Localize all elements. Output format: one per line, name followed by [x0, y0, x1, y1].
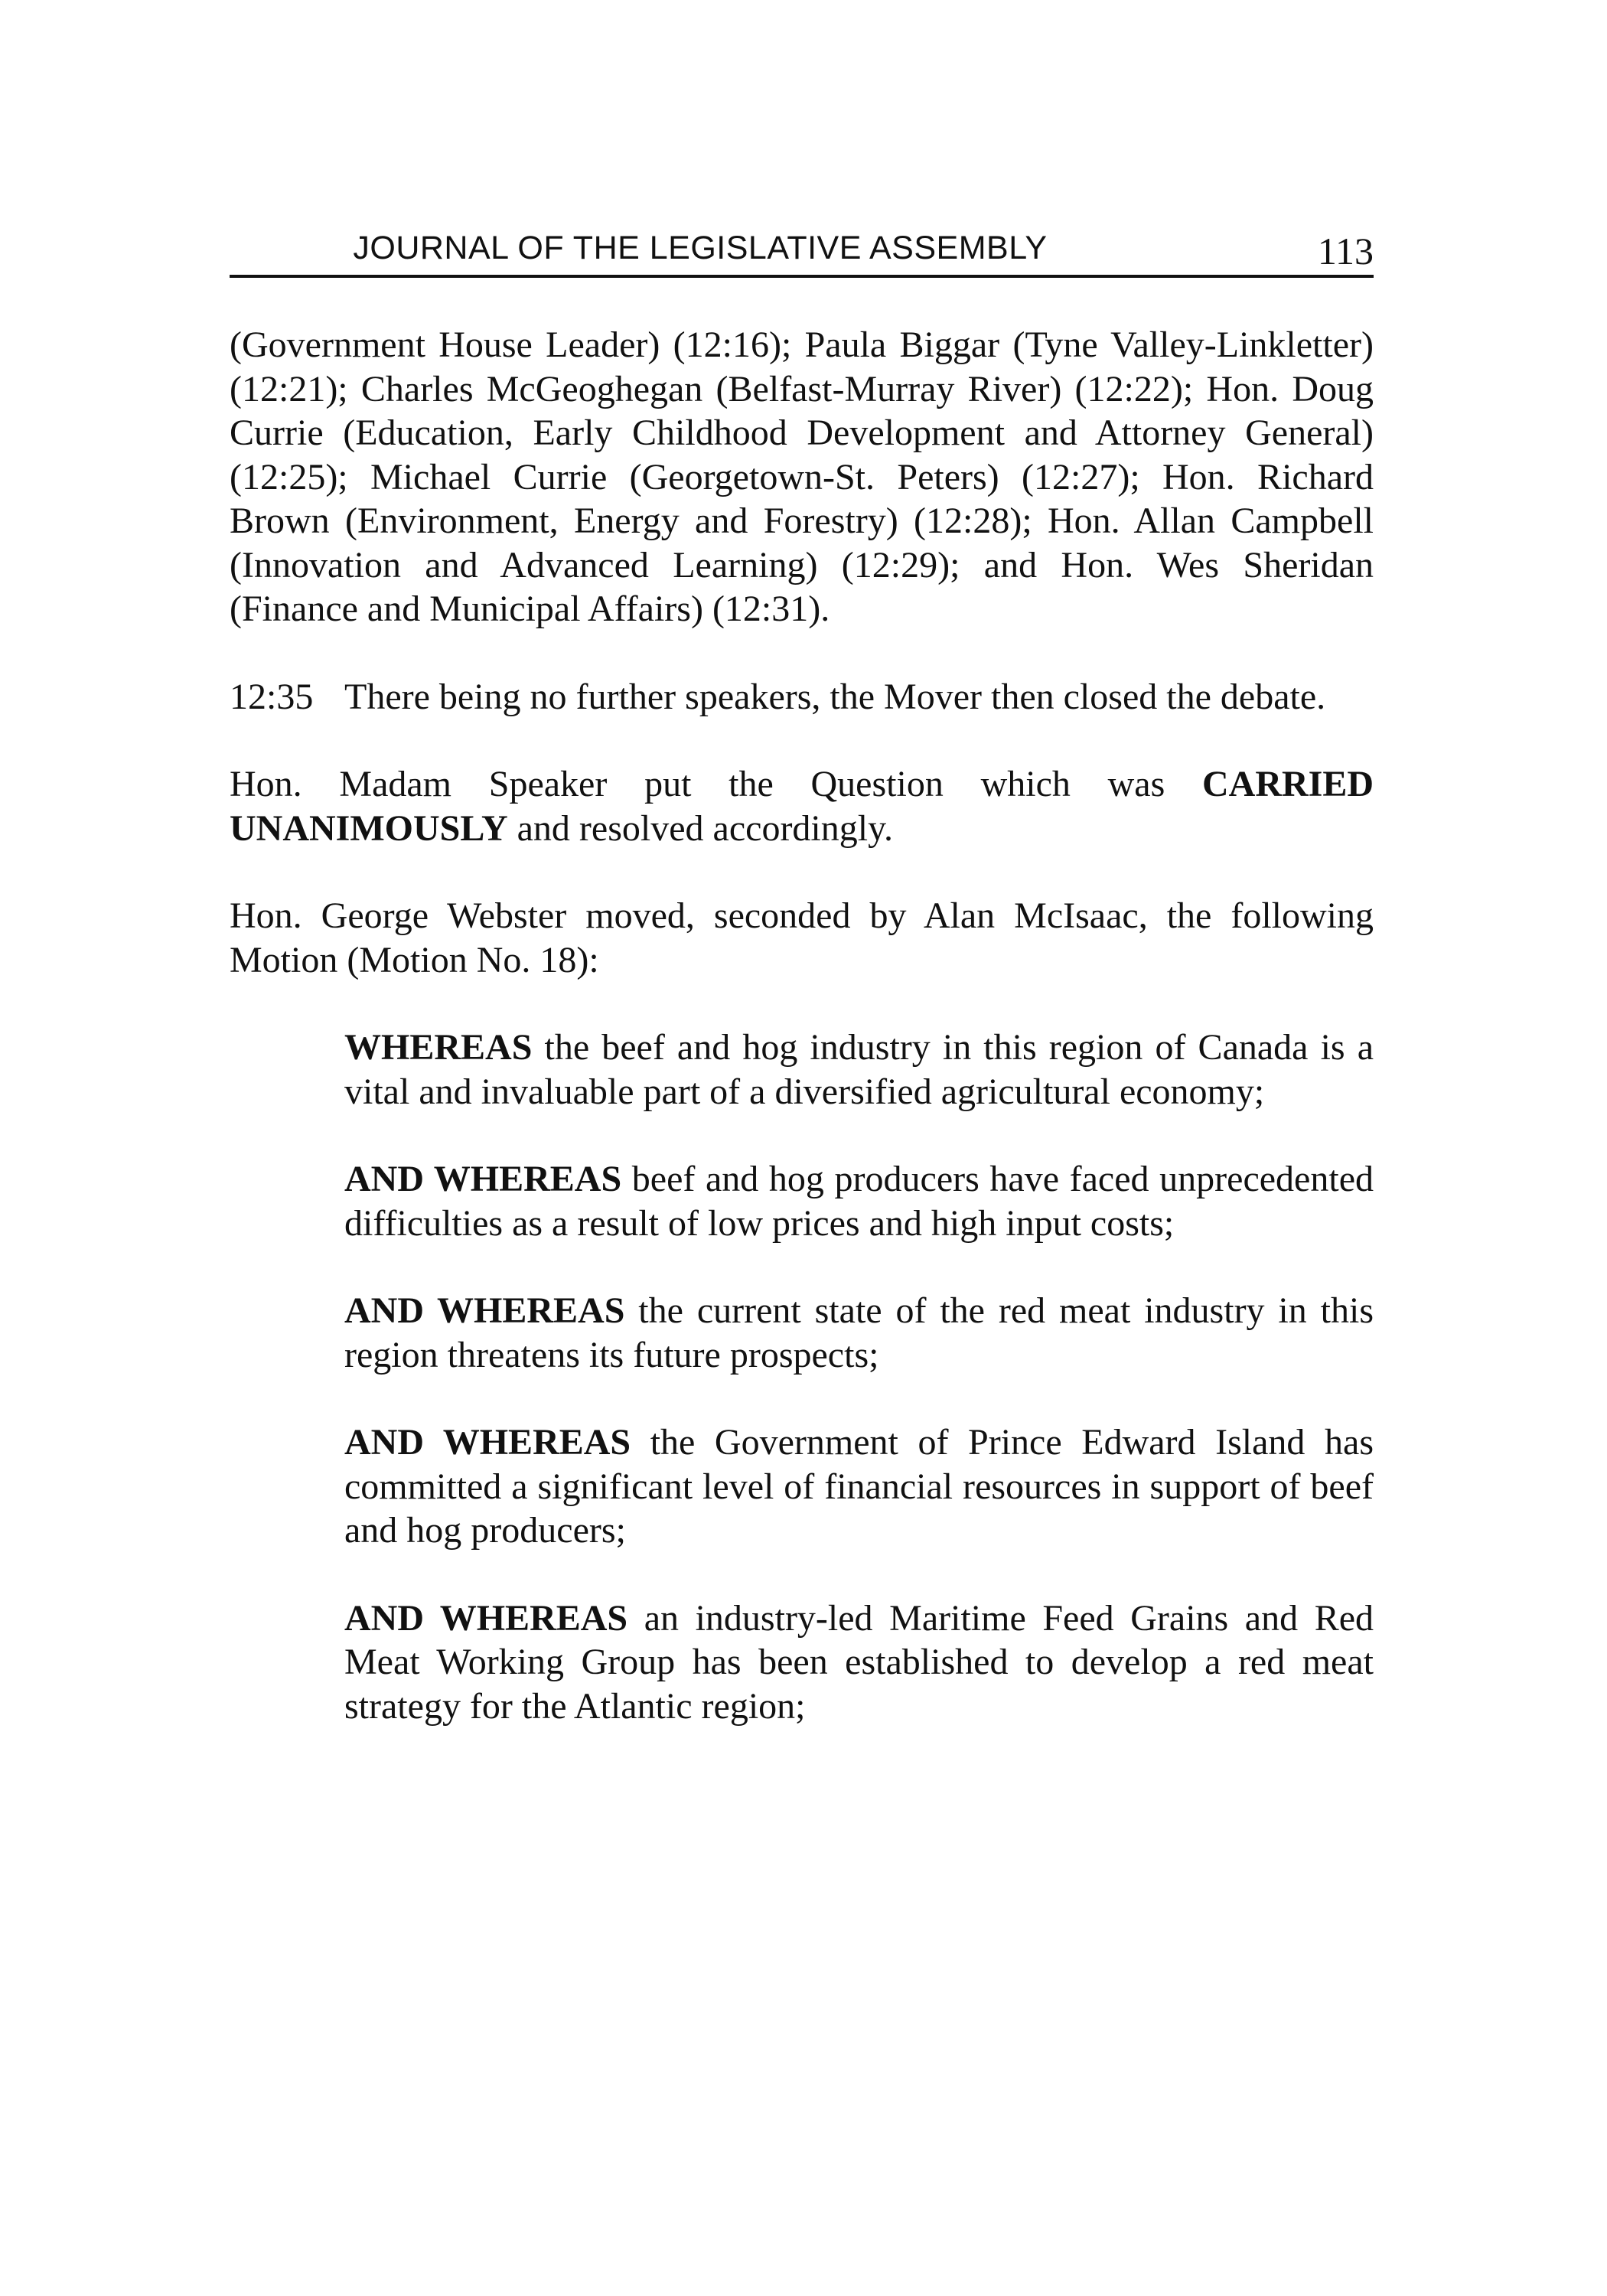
- whereas-keyword: AND WHEREAS: [344, 1597, 628, 1639]
- journal-page: [230, 0, 1374, 2296]
- whereas-keyword: WHEREAS: [344, 1027, 533, 1068]
- whereas-text: the current state of the red meat industry in this region threatens its future prospects;: [344, 1290, 1374, 1375]
- running-header: [230, 227, 1374, 278]
- page-number: 113: [1317, 230, 1374, 272]
- question-tail: and resolved accordingly.: [517, 807, 893, 849]
- whereas-clause: [344, 1289, 1374, 1377]
- whereas-keyword: AND WHEREAS: [344, 1159, 622, 1199]
- question-result: CARRIED UNANIMOUSLY: [230, 764, 1374, 849]
- whereas-clause: [344, 1157, 1374, 1245]
- whereas-text: beef and hog producers have faced unprecedented difficulties as a result of low prices and high input costs;: [344, 1159, 1374, 1244]
- whereas-text: an industry-led Maritime Feed Grains and Red Meat Working Group has been established to develop a red meat strategy for the Atlantic region;: [344, 1597, 1374, 1727]
- closing-text: There being no further speakers, the Mover then closed the debate.: [344, 676, 1326, 717]
- debate-closing-paragraph: [230, 675, 1374, 719]
- whereas-clause: [344, 1596, 1374, 1729]
- whereas-clause: [344, 1420, 1374, 1553]
- question-text: Hon. Madam Speaker put the Question which was: [230, 764, 1165, 804]
- journal-title: JOURNAL OF THE LEGISLATIVE ASSEMBLY: [353, 230, 1048, 266]
- speakers-paragraph: (Government House Leader) (12:16); Paula Biggar (Tyne Valley-Linkletter) (12:21); Charles McGeoghegan (Belfast-Murray River) (12:22); Hon. Doug Currie (Education, Early Childhood Development and Attorney General) (12:25); Michael Currie (Georgetown-St. Peters) (12:27); Hon. Richard Brown (Environment, Energy and Forestry) (12:28); Hon. Allan Campbell (Innovation and Advanced Learning) (12:29); and Hon. Wes Sheridan (Finance and Municipal Affairs) (12:31).: [230, 325, 1374, 629]
- whereas-text: the Government of Prince Edward Island has committed a significant level of financial resources in support of beef and hog producers;: [344, 1422, 1374, 1551]
- whereas-keyword: AND WHEREAS: [344, 1422, 631, 1463]
- closing-time: 12:35: [230, 676, 314, 717]
- question-paragraph: [230, 762, 1374, 850]
- journal-body: [230, 323, 1374, 1772]
- motion-intro-paragraph: Hon. George Webster moved, seconded by Alan McIsaac, the following Motion (Motion No. 18):: [230, 895, 1374, 980]
- whereas-clause: [344, 1026, 1374, 1114]
- whereas-text: the beef and hog industry in this region of Canada is a vital and invaluable part of a diversified agricultural economy;: [344, 1027, 1374, 1112]
- whereas-keyword: AND WHEREAS: [344, 1290, 625, 1331]
